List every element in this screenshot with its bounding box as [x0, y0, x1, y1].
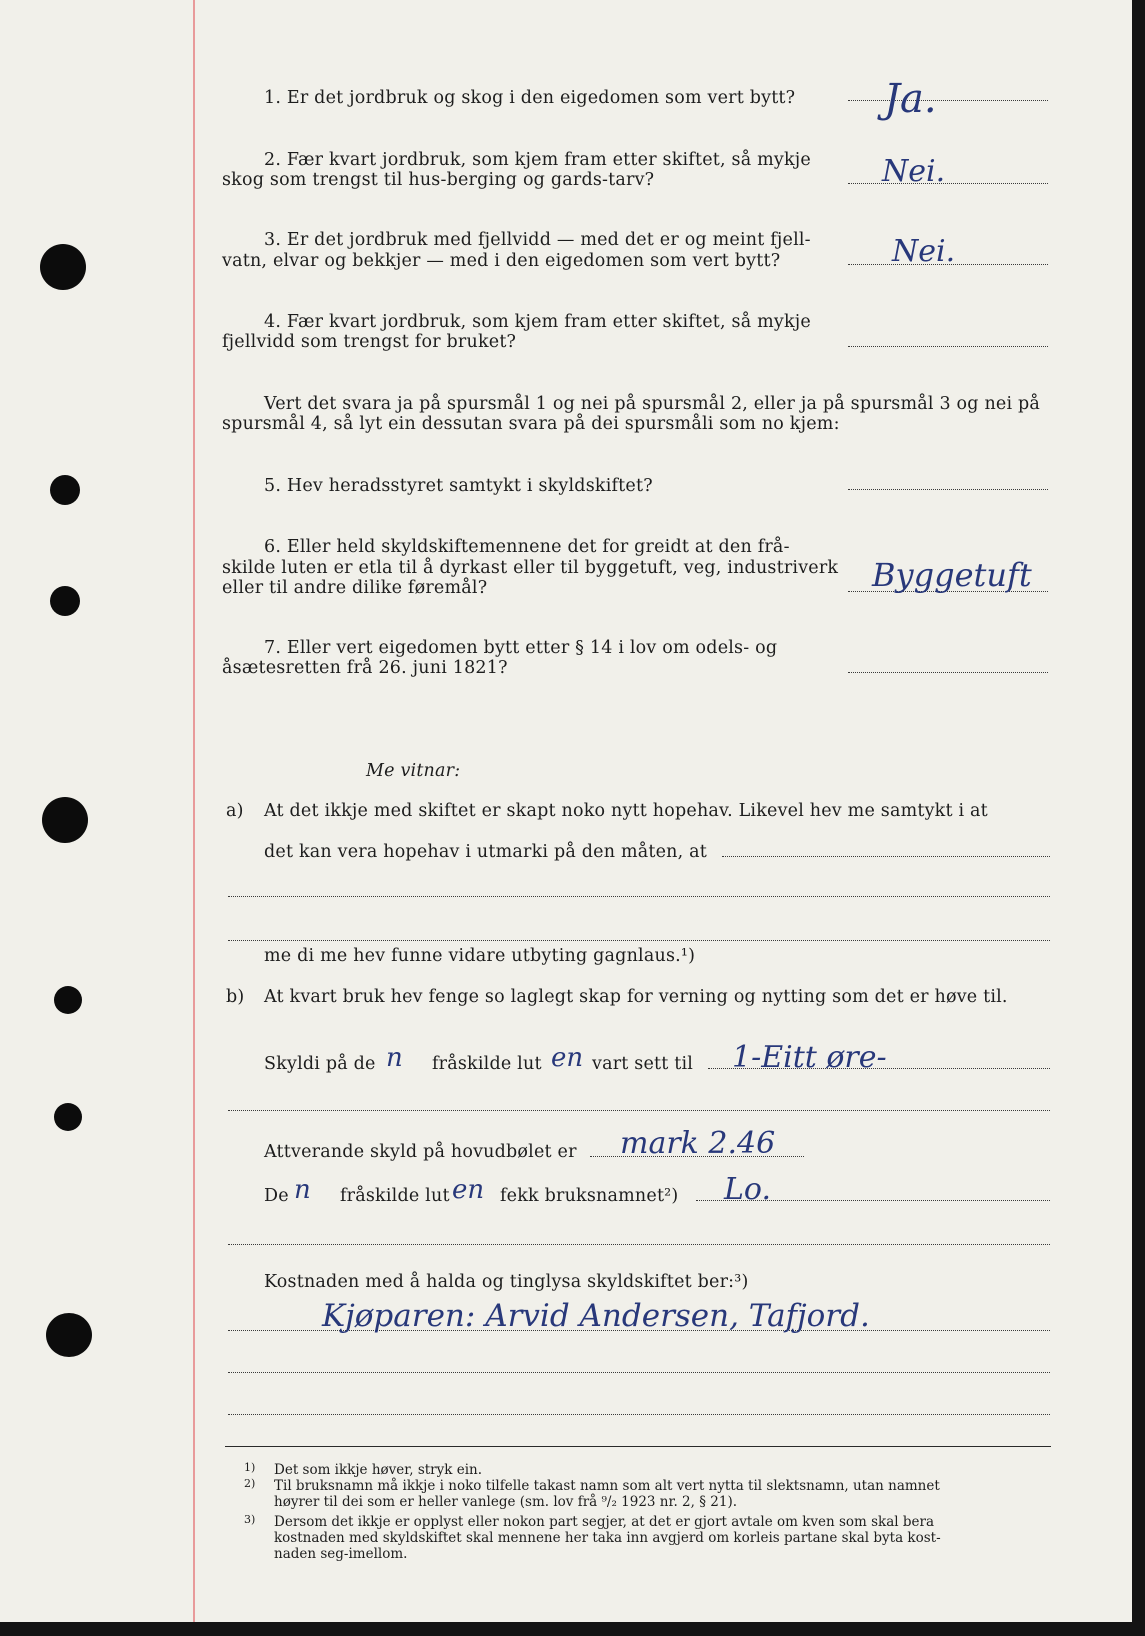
footnote-2-line-2: høyrer til dei som er heller vanlege (sm. lov frå ⁹/₂ 1923 nr. 2, § 21).	[274, 1494, 738, 1510]
question-3-line-1: 3. Er det jordbruk med fjellvidd — med det er og meint fjell‐	[264, 230, 811, 250]
punch-hole	[54, 1103, 82, 1131]
answer-line-2	[848, 183, 1048, 184]
punch-hole	[54, 986, 82, 1014]
bruksnamn-hw-1: n	[294, 1175, 311, 1205]
bruksnamn-label-2: fråskilde lut	[340, 1186, 450, 1206]
kostnad-value: Kjøparen: Arvid Andersen, Tafjord.	[322, 1298, 870, 1334]
skyld-label-2: fråskilde lut	[432, 1054, 542, 1074]
question-6-line-1: 6. Eller held skyldskiftemennene det for greidt at den frå‐	[264, 537, 790, 557]
kostnad-label: Kostnaden med å halda og tinglysa skyldskiftet ber:³)	[264, 1272, 749, 1292]
answer-line-7	[848, 672, 1048, 673]
answer-6: Byggetuft	[872, 556, 1032, 594]
footnote-1: Det som ikkje høver, stryk ein.	[274, 1462, 483, 1478]
bruksnamn-label-1: De	[264, 1186, 289, 1206]
instruction-line-2: spursmål 4, så lyt ein dessutan svara på dei spursmåli som no kjem:	[222, 414, 840, 434]
question-4-line-2: fjellvidd som trengst for bruket?	[222, 332, 517, 352]
skyld-fill-2	[228, 1110, 1050, 1111]
bruksnamn-hw-2: en	[452, 1175, 485, 1205]
footnote-1-mark: 1)	[244, 1461, 256, 1474]
footnote-3-line-2: kostnaden med skyldskiftet skal mennene her taka inn avgjerd om korleis partane skal byta kost‐	[274, 1530, 941, 1546]
punch-hole	[50, 586, 80, 616]
kostnad-fill-2	[228, 1372, 1050, 1373]
bruksnamn-label-3: fekk bruksnamnet²)	[500, 1186, 679, 1206]
footnote-2-mark: 2)	[244, 1477, 256, 1490]
witness-a-fill-2	[228, 896, 1050, 897]
skyld-value: 1-Eitt øre-	[732, 1040, 887, 1075]
footnote-3-line-1: Dersom det ikkje er opplyst eller nokon part segjer, at det er gjort avtale om kven som skal bera	[274, 1514, 935, 1530]
answer-3: Nei.	[892, 234, 956, 269]
bruksnamn-fill-2	[228, 1244, 1050, 1245]
footnote-3-mark: 3)	[244, 1513, 256, 1526]
attverande-label: Attverande skyld på hovudbølet er	[264, 1142, 577, 1162]
question-2-line-2: skog som trengst til hus‐berging og gards‐tarv?	[222, 170, 655, 190]
witness-b-line-1: At kvart bruk hev fenge so laglegt skap for verning og nytting som det er høve til.	[264, 987, 1008, 1007]
bruksnamn-value: Lo.	[724, 1172, 771, 1207]
witness-a-line-3: me di me hev funne vidare utbyting gagnlaus.¹)	[264, 946, 696, 966]
instruction-line-1: Vert det svara ja på spursmål 1 og nei på spursmål 2, eller ja på spursmål 3 og nei på	[264, 394, 1041, 414]
attverande-value: mark 2.46	[620, 1126, 776, 1161]
skyld-label-1: Skyldi på de	[264, 1054, 376, 1074]
witness-a-line-1: At det ikkje med skiftet er skapt noko nytt hopehav. Likevel hev me samtykt i at	[264, 801, 988, 821]
punch-hole	[40, 244, 86, 290]
witness-a-label: a)	[226, 801, 244, 821]
question-7-line-1: 7. Eller vert eigedomen bytt etter § 14 i lov om odels‐ og	[264, 638, 778, 658]
question-7-line-2: åsætesretten frå 26. juni 1821?	[222, 658, 508, 678]
question-4-line-1: 4. Fær kvart jordbruk, som kjem fram etter skiftet, så mykje	[264, 312, 811, 332]
witness-a-fill-3	[228, 940, 1050, 941]
skyld-label-3: vart sett til	[592, 1054, 694, 1074]
footnote-3-line-3: naden seg‐imellom.	[274, 1546, 408, 1562]
witness-a-fill-1	[722, 856, 1050, 857]
question-3-line-2: vatn, elvar og bekkjer — med i den eigedomen som vert bytt?	[222, 251, 781, 271]
skyld-hw-2: en	[551, 1043, 584, 1073]
witness-heading: Me vitnar:	[366, 761, 461, 781]
witness-a-line-2: det kan vera hopehav i utmarki på den måten, at	[264, 842, 708, 862]
answer-1: Ja.	[884, 76, 937, 122]
question-6-line-2: skilde luten er etla til å dyrkast eller til byggetuft, veg, industriverk	[222, 558, 839, 578]
answer-line-1	[848, 100, 1048, 101]
witness-b-label: b)	[226, 987, 245, 1007]
footnote-rule	[225, 1446, 1051, 1447]
punch-hole	[42, 797, 88, 843]
answer-line-4	[848, 346, 1048, 347]
question-5: 5. Hev heradsstyret samtykt i skyldskiftet?	[264, 476, 653, 496]
question-6-line-3: eller til andre dilike føremål?	[222, 578, 488, 598]
answer-2: Nei.	[882, 154, 946, 189]
margin-line	[193, 0, 195, 1622]
question-2-line-1: 2. Fær kvart jordbruk, som kjem fram etter skiftet, så mykje	[264, 150, 811, 170]
question-1: 1. Er det jordbruk og skog i den eigedomen som vert bytt?	[264, 88, 796, 108]
footnote-2-line-1: Til bruksnamn må ikkje i noko tilfelle takast namn som alt vert nytta til slektsnamn, utan namnet	[274, 1478, 940, 1494]
punch-hole	[46, 1313, 92, 1357]
answer-line-5	[848, 489, 1048, 490]
punch-hole	[50, 475, 80, 505]
skyld-hw-1: n	[386, 1043, 403, 1073]
kostnad-fill-3	[228, 1414, 1050, 1415]
